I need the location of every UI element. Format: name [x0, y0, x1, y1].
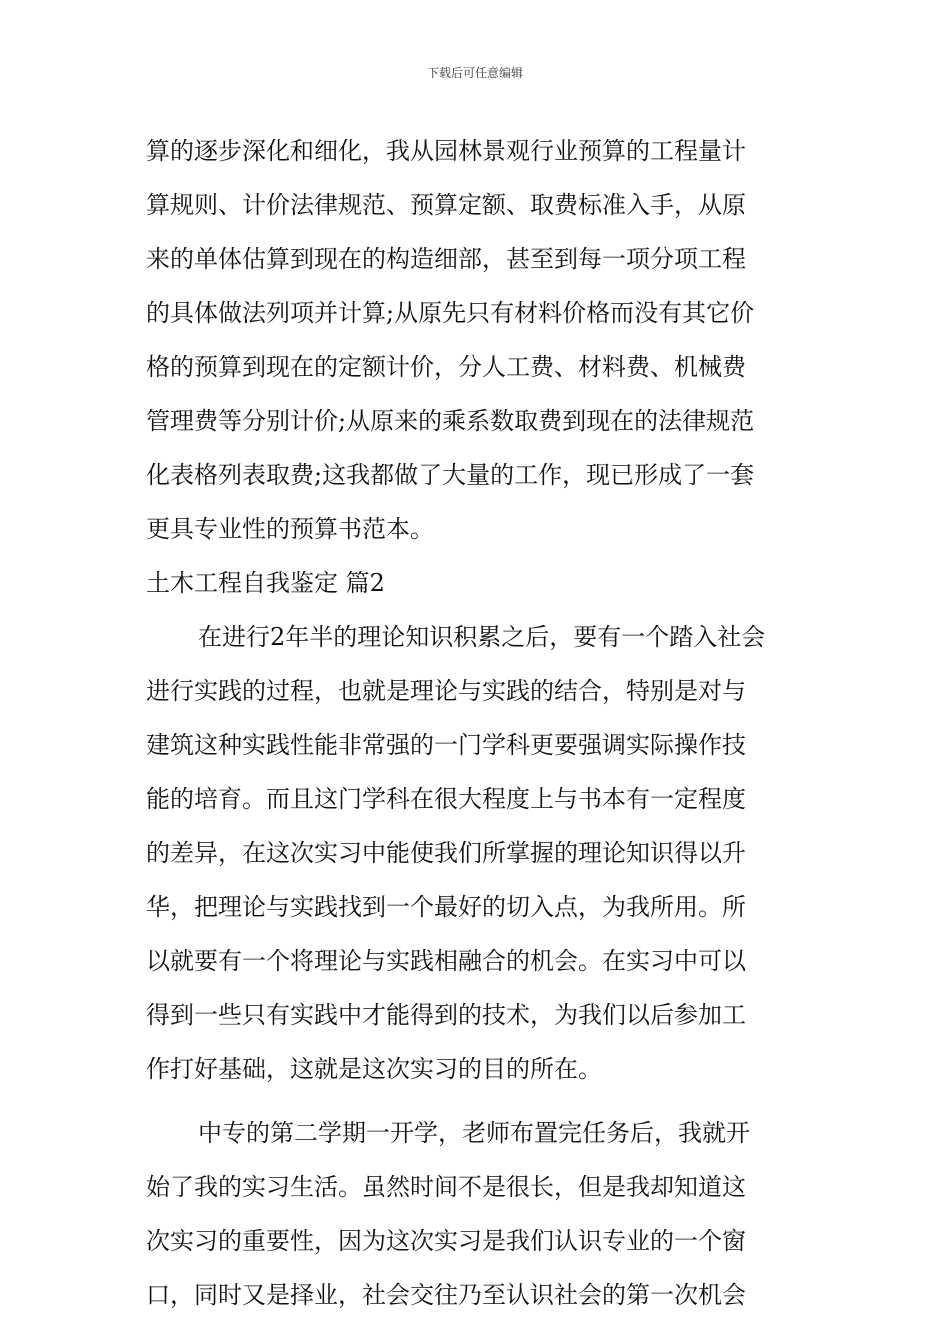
- text-line: 口，同时又是择业，社会交往乃至认识社会的第一次机会: [146, 1281, 746, 1309]
- text-line: 来的单体估算到现在的构造细部，甚至到每一项分项工程: [146, 245, 746, 273]
- paragraph-internship-start: [146, 1106, 810, 1322]
- text-line: 的差异，在这次实习中能使我们所掌握的理论知识得以升: [146, 839, 746, 867]
- text-line: 中专的第二学期一开学，老师布置完任务后，我就开: [198, 1119, 750, 1147]
- document-body: [146, 124, 810, 1322]
- paragraph-budget-work: [146, 124, 810, 556]
- text-line: 作打好基础，这就是这次实习的目的所在。: [146, 1055, 602, 1083]
- text-line: 更具专业性的预算书范本。: [146, 515, 434, 543]
- text-line: 能的培育。而且这门学科在很大程度上与书本有一定程度: [146, 785, 746, 813]
- text-line: 格的预算到现在的定额计价，分人工费、材料费、机械费: [146, 353, 746, 381]
- text-line: 华，把理论与实践找到一个最好的切入点，为我所用。所: [146, 893, 746, 921]
- section-heading: 土木工程自我鉴定 篇2: [146, 569, 385, 597]
- text-line: 的具体做法列项并计算;从原先只有材料价格而没有其它价: [146, 299, 755, 327]
- paragraph-gap: [146, 1096, 810, 1106]
- text-line: 始了我的实习生活。虽然时间不是很长，但是我却知道这: [146, 1173, 746, 1201]
- text-line: 管理费等分别计价;从原来的乘系数取费到现在的法律规范: [146, 407, 755, 435]
- page-header-note: 下载后可任意编辑: [426, 66, 523, 80]
- text-line: 算的逐步深化和细化，我从园林景观行业预算的工程量计: [146, 137, 746, 165]
- text-line: 以就要有一个将理论与实践相融合的机会。在实习中可以: [146, 947, 746, 975]
- text-line: 得到一些只有实践中才能得到的技术，为我们以后参加工: [146, 1001, 746, 1029]
- text-line: 化表格列表取费;这我都做了大量的工作，现已形成了一套: [146, 461, 755, 489]
- text-line: 在进行2年半的理论知识积累之后，要有一个踏入社会: [198, 623, 766, 651]
- text-line: 次实习的重要性，因为这次实习是我们认识专业的一个窗: [146, 1227, 746, 1255]
- text-line: 进行实践的过程，也就是理论与实践的结合，特别是对与: [146, 677, 746, 705]
- text-line: 算规则、计价法律规范、预算定额、取费标准入手，从原: [146, 191, 746, 219]
- paragraph-internship-purpose: [146, 610, 810, 1096]
- text-line: 建筑这种实践性能非常强的一门学科更要强调实际操作技: [146, 731, 746, 759]
